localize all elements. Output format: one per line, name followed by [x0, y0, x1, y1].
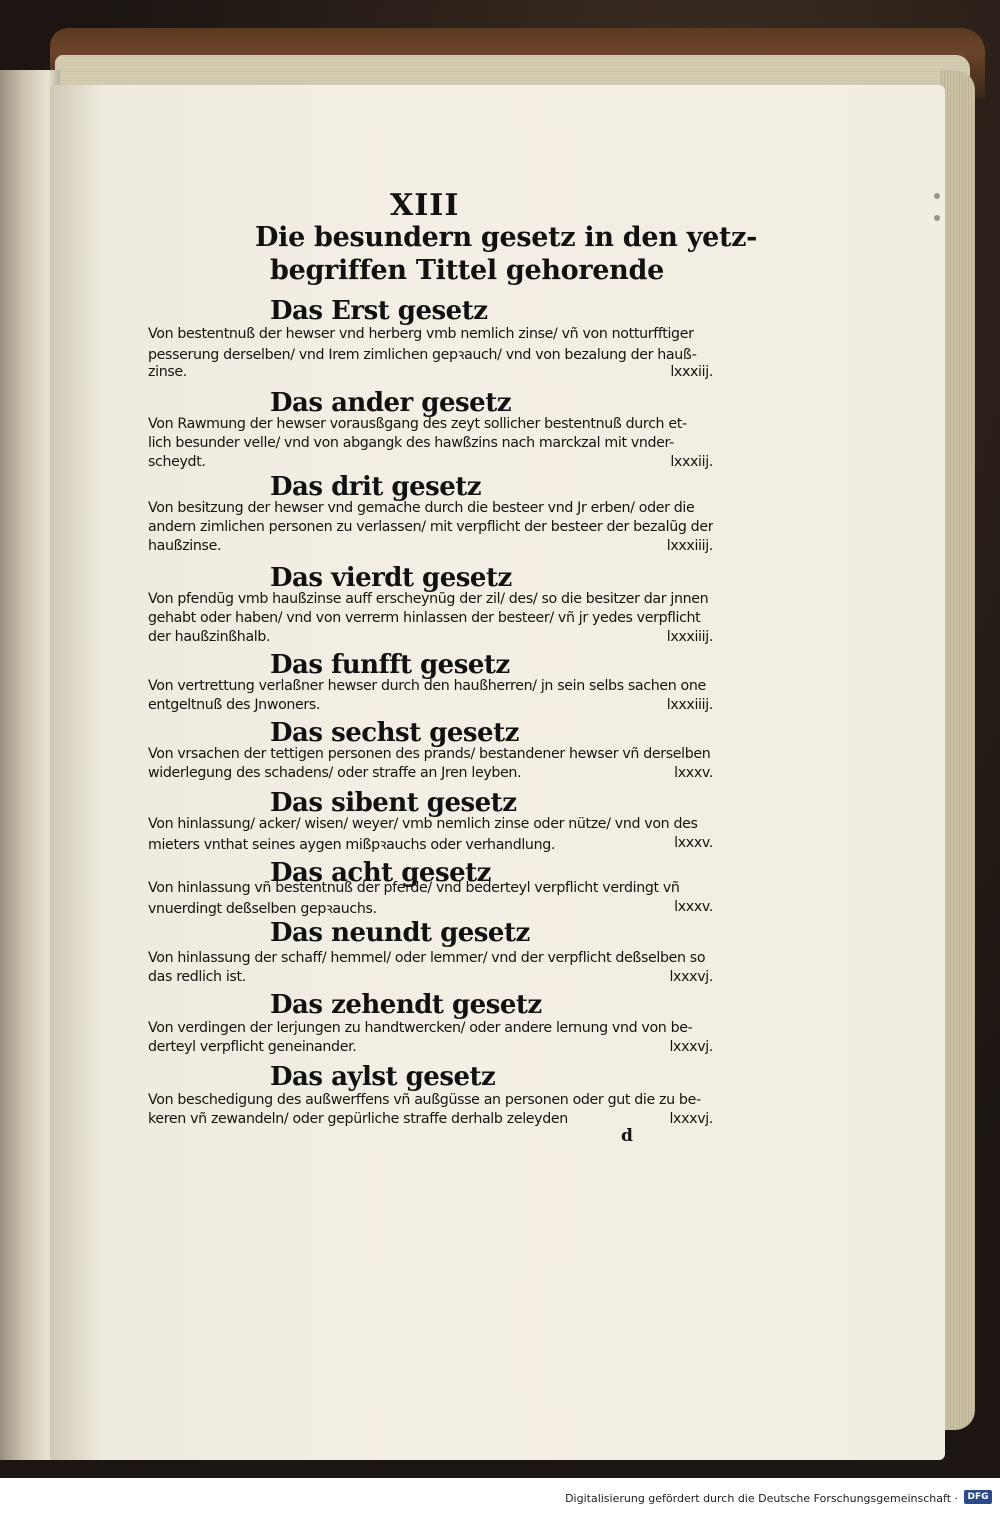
binding-hole — [934, 193, 940, 199]
law-description-line: der haußzinßhalb. — [148, 629, 271, 645]
law-title: Das ander gesetz — [270, 388, 511, 418]
law-description-line: mieters vnthat seines aygen mißpꝛauchs oder verhandlung. — [148, 837, 556, 853]
footer-bar — [0, 1478, 1000, 1514]
folio-reference: lxxxiiij. — [666, 697, 713, 713]
footer-credit: Digitalisierung gefördert durch die Deutsche Forschungsgemeinschaft · — [565, 1492, 958, 1505]
page-heading-roman: XIII — [390, 188, 460, 223]
law-description-line: pesserung derselben/ vnd Irem zimlichen gepꝛauch/ vnd von bezalung der hauß- — [148, 347, 697, 363]
law-description-line: derteyl verpflicht geneinander. — [148, 1039, 357, 1055]
law-title: Das Erst gesetz — [270, 296, 488, 326]
folio-reference: lxxxiij. — [670, 454, 713, 470]
law-title: Das drit gesetz — [270, 472, 482, 502]
law-description-line: entgeltnuß des Jnwoners. — [148, 697, 321, 713]
folio-reference: lxxxvj. — [669, 969, 713, 985]
law-title: Das aylst gesetz — [270, 1062, 496, 1092]
law-description-line: Von hinlassung vñ bestentnuß der pferde/ vnd bederteyl verpflicht verdingt vñ — [148, 880, 680, 896]
law-description-line: Von beschedigung des außwerffens vñ außgüsse an personen oder gut die zu be- — [148, 1092, 701, 1108]
folio-reference: lxxxiiij. — [666, 538, 713, 554]
law-description-line: widerlegung des schadens/ oder straffe an Jren leyben. — [148, 765, 522, 781]
signature-mark: d — [621, 1126, 633, 1146]
law-description-line: das redlich ist. — [148, 969, 246, 985]
law-description-line: scheydt. — [148, 454, 206, 470]
law-title: Das zehendt gesetz — [270, 990, 542, 1020]
law-description-line: gehabt oder haben/ vnd von verrerm hinlassen der besteer/ vñ jr yedes verpflicht — [148, 610, 701, 626]
law-description-line: Von Rawmung der hewser vorausßgang des zeyt sollicher bestentnuß durch et- — [148, 416, 687, 432]
law-description-line: vnuerdingt deßselben gepꝛauchs. — [148, 901, 377, 917]
law-description-line: Von vertrettung verlaßner hewser durch den haußherren/ jn sein selbs sachen one — [148, 678, 706, 694]
law-title: Das funfft gesetz — [270, 650, 510, 680]
folio-reference: lxxxiij. — [670, 364, 713, 380]
law-title: Das vierdt gesetz — [270, 563, 512, 593]
law-title: Das sechst gesetz — [270, 718, 519, 748]
law-description-line: zinse. — [148, 364, 187, 380]
law-description-line: Von hinlassung/ acker/ wisen/ weyer/ vmb nemlich zinse oder nütze/ vnd von des — [148, 816, 698, 832]
law-description-line: haußzinse. — [148, 538, 222, 554]
law-description-line: Von pfendũg vmb haußzinse auff erscheynũg der zil/ des/ so die besitzer dar jnnen — [148, 591, 709, 607]
law-description-line: Von vrsachen der tettigen personen des prands/ bestandener hewser vñ derselben — [148, 746, 711, 762]
folio-reference: lxxxv. — [674, 765, 713, 781]
law-title: Das acht gesetz — [270, 858, 491, 888]
law-description-line: Von hinlassung der schaff/ hemmel/ oder lemmer/ vnd der verpflicht deßselben so — [148, 950, 706, 966]
folio-reference: lxxxv. — [674, 899, 713, 915]
page-stack-right — [940, 70, 975, 1430]
law-title: Das neundt gesetz — [270, 918, 530, 948]
binding-hole — [934, 215, 940, 221]
law-description-line: Von bestentnuß der hewser vnd herberg vmb nemlich zinse/ vñ von notturfftiger — [148, 326, 694, 342]
law-description-line: Von besitzung der hewser vnd gemache durch die besteer vnd Jr erben/ oder die — [148, 500, 695, 516]
law-description-line: lich besunder velle/ vnd von abgangk des hawßzins nach marckzal mit vnder- — [148, 435, 674, 451]
folio-reference: lxxxv. — [674, 835, 713, 851]
folio-reference: lxxxiiij. — [666, 629, 713, 645]
dfg-logo: DFG — [964, 1490, 992, 1504]
law-description-line: keren vñ zewandeln/ oder gepürliche straffe derhalb zeleyden — [148, 1111, 568, 1127]
page-title-line-2: begriffen Tittel gehorende — [270, 255, 664, 286]
law-title: Das sibent gesetz — [270, 788, 517, 818]
folio-reference: lxxxvj. — [669, 1039, 713, 1055]
folio-reference: lxxxvj. — [669, 1111, 713, 1127]
law-description-line: Von verdingen der lerjungen zu handtwercken/ oder andere lernung vnd von be- — [148, 1020, 693, 1036]
law-description-line: andern zimlichen personen zu verlassen/ mit verpflicht der besteer der bezalũg der — [148, 519, 713, 535]
page-title-line-1: Die besundern gesetz in den yetz- — [255, 222, 758, 253]
